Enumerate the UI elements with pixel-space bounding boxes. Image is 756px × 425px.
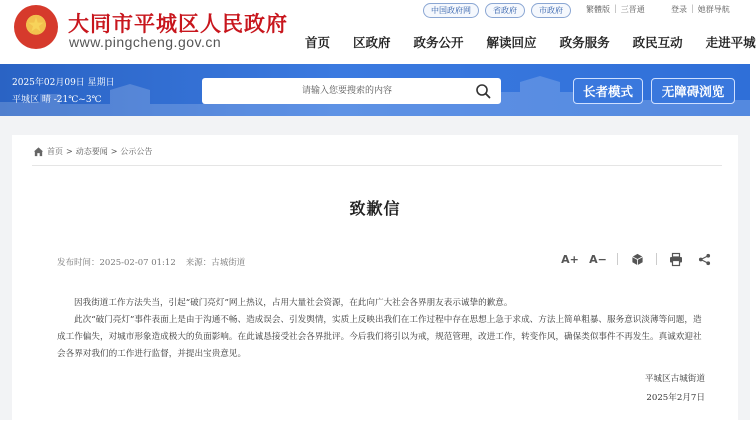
article-meta [57,256,245,268]
source-value: 古城街道 [211,258,246,268]
breadcrumb-home[interactable]: 首页 [47,147,63,156]
traditional-chinese-link[interactable]: 繁體版 [586,5,610,14]
breadcrumb-divider [32,165,722,166]
nav-interpretation[interactable]: 解读回应 [486,35,537,50]
print-icon[interactable] [667,251,685,267]
breadcrumb [33,146,152,157]
breadcrumb-news[interactable]: 动态要闻 [75,147,108,156]
article-body [57,295,705,363]
login-link[interactable]: 登录 [671,5,687,14]
content-area [0,116,750,420]
tool-separator [656,253,657,265]
separator: | [614,4,617,13]
site-url: www.pingcheng.gov.cn [69,34,222,50]
article-tools [561,251,713,267]
link-city-gov[interactable]: 市政府 [531,3,571,18]
article-title: 致歉信 [349,199,401,218]
accessible-browse-button[interactable]: 无障碍浏览 [651,78,735,104]
top-links [423,3,571,18]
nav-district-gov[interactable]: 区政府 [353,35,391,50]
search-box [202,78,501,104]
national-emblem-logo[interactable] [14,5,58,49]
publish-info [57,256,176,268]
user-links [671,4,730,15]
cube-icon[interactable] [628,251,646,267]
breadcrumb-notices[interactable]: 公示公告 [120,147,153,156]
article-paragraph: 因我街道工作方法失当，引起“破门亮灯”网上热议，占用大量社会资源，在此向广大社会各界朋友表示诚挚的歉意。 [74,298,513,308]
source-label: 来源： [185,258,212,268]
lang-links [586,4,645,15]
breadcrumb-separator: > [66,147,73,156]
publish-time: 2025-02-07 01:12 [99,258,176,268]
article-paragraph: 此次“破门亮灯”事件表面上是由于沟通不畅、造成误会、引发舆情，实质上反映出我们在工作过程中存在思想上急于求成、方法上简单粗暴、服务意识淡薄等问题，造成工作偏失，对城市形象造成极大的负面影响。在此诚恳接受社会各界批评。今后我们将引以为戒，规范管理，改进工作，转变作风，确保类似事件不再发生。真诚欢迎社会各界对我们的工作进行监督，并提出宝贵意见。 [57,315,702,359]
font-increase-button[interactable]: A+ [561,252,579,266]
tool-separator [617,253,618,265]
breadcrumb-separator: > [110,147,118,156]
link-province-gov[interactable]: 省政府 [485,3,525,18]
site-title[interactable]: 大同市平城区人民政府 [68,11,288,36]
home-icon [33,146,44,157]
nav-interaction[interactable]: 政民互动 [632,35,683,50]
guide-link[interactable]: 她群导航 [697,5,730,14]
nav-gov-affairs-open[interactable]: 政务公开 [413,35,464,50]
blue-banner [0,64,750,116]
elder-mode-button[interactable]: 长者模式 [573,78,643,104]
publish-label: 发布时间： [57,258,100,268]
nav-home[interactable]: 首页 [305,35,331,50]
main-nav [305,33,756,51]
share-icon[interactable] [695,251,713,267]
weather-info: 平城区 晴 -21℃~3℃ [12,95,102,105]
nav-gov-services[interactable]: 政务服务 [559,35,610,50]
site-header [0,0,756,60]
link-central-gov[interactable]: 中国政府网 [423,3,479,18]
source-info [186,256,246,268]
current-date: 2025年02月09日 星期日 [12,78,115,88]
signature-organization: 平城区古城街道 [644,374,705,384]
search-icon[interactable] [475,83,491,99]
signature-date: 2025年2月7日 [646,393,705,403]
sanjin-link[interactable]: 三晋通 [620,5,645,14]
font-decrease-button[interactable]: A− [589,252,607,266]
separator: | [691,4,694,13]
search-input[interactable] [202,78,462,104]
article-card [12,135,738,425]
nav-about-pingcheng[interactable]: 走进平城 [705,35,756,50]
